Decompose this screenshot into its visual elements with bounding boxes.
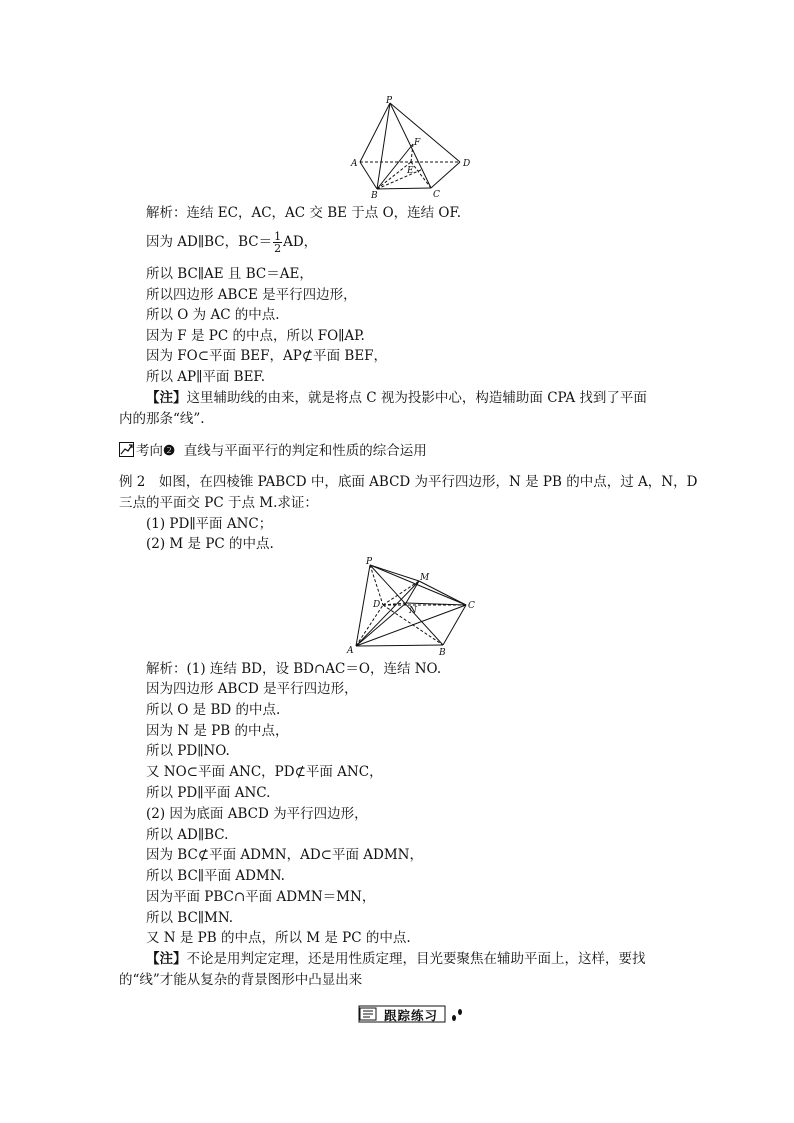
solution2-line13: 所以 BC∥MN.: [146, 910, 234, 926]
label-C: C: [468, 601, 475, 611]
example2-line1: 例 2 如图，在四棱锥 PABCD 中，底面 ABCD 为平行四边形，N 是 PB 的中点，过 A，N，D: [119, 474, 698, 490]
example2-q1: (1) PD∥平面 ANC；: [146, 516, 273, 532]
solution2-line3: 所以 O 是 BD 的中点.: [146, 702, 281, 718]
solution2-line8: (2) 因为底面 ABCD 为平行四边形，: [146, 806, 368, 822]
label-B: B: [371, 191, 378, 200]
solution1-line3: 所以 BC∥AE 且 BC＝AE，: [146, 266, 313, 282]
trend-arrow-icon: [119, 442, 134, 457]
section-heading: 考向❷ 直线与平面平行的判定和性质的综合运用: [119, 442, 427, 460]
solution1-note-line1: 【注】这里辅助线的由来，就是将点 C 视为投影中心，构造辅助面 CPA 找到了平面: [146, 390, 647, 406]
label-D: D: [373, 600, 381, 610]
solution2-line6: 又 NO⊂平面 ANC，PD⊄平面 ANC，: [146, 764, 383, 780]
label-B: B: [439, 648, 446, 658]
solution2-line10: 因为 BC⊄平面 ADMN，AD⊂平面 ADMN，: [146, 847, 423, 863]
solution2-line14: 又 N 是 PB 的中点，所以 M 是 PC 的中点.: [146, 930, 411, 946]
label-M: M: [420, 573, 430, 583]
label-P: P: [386, 96, 393, 106]
label-E: E: [407, 166, 414, 176]
solution2-note-line1: 【注】不论是用判定定理，还是用性质定理，目光要聚焦在辅助平面上，这样，要找: [146, 951, 646, 967]
badge-label: 跟踪练习: [384, 1008, 439, 1023]
solution1-line5: 所以 O 为 AC 的中点.: [146, 307, 280, 323]
solution2-line5: 所以 PD∥NO.: [146, 743, 230, 759]
solution1-line6: 因为 F 是 PC 的中点，所以 FO∥AP.: [146, 328, 365, 344]
figure-pyramid-2: [343, 553, 483, 658]
label-A: A: [347, 646, 354, 656]
solution2-line2: 因为四边形 ABCD 是平行四边形，: [146, 681, 358, 697]
solution1-note-line2: 内的那条“线”.: [119, 411, 205, 427]
figure-pyramid-1: [345, 95, 475, 200]
solution1-line1: 解析：连结 EC，AC，AC 交 BE 于点 O，连结 OF.: [146, 205, 462, 221]
section-title: 直线与平面平行的判定和性质的综合运用: [183, 443, 427, 459]
solution2-line1: 解析：(1) 连结 BD，设 BD∩AC＝O，连结 NO.: [146, 661, 442, 677]
label-D: D: [463, 159, 471, 169]
label-C: C: [433, 190, 440, 200]
solution2-line7: 所以 PD∥平面 ANC.: [146, 785, 271, 801]
solution2-line11: 所以 BC∥平面 ADMN.: [146, 868, 285, 884]
example2-q2: (2) M 是 PC 的中点.: [146, 536, 274, 552]
solution1-line7: 因为 FO⊂平面 BEF，AP⊄平面 BEF，: [146, 348, 388, 364]
note-tag: 【注】: [146, 951, 187, 967]
solution2-line12: 因为平面 PBC∩平面 ADMN＝MN，: [146, 889, 376, 905]
follow-up-practice-badge: [357, 1003, 465, 1025]
solution1-line4: 所以四边形 ABCE 是平行四边形，: [146, 287, 357, 303]
solution1-line8: 所以 AP∥平面 BEF.: [146, 369, 265, 385]
solution2-line9: 所以 AD∥BC.: [146, 827, 229, 843]
note-tag: 【注】: [146, 390, 187, 406]
fraction-half: $\frac{1}{2}$: [274, 230, 282, 255]
example2-line2: 三点的平面交 PC 于点 M.求证：: [119, 495, 318, 511]
label-P: P: [366, 557, 373, 567]
solution2-line4: 因为 N 是 PB 的中点，: [146, 723, 289, 739]
pencil-note-icon: [360, 1008, 376, 1020]
solution1-line2: 因为 AD∥BC，BC＝ $\frac{1}{2}$ AD，: [146, 230, 318, 255]
label-F: F: [414, 138, 421, 148]
solution2-note-line2: 的“线”才能从复杂的背景图形中凸显出来: [119, 972, 363, 988]
label-A: A: [351, 159, 358, 169]
label-N: N: [409, 606, 417, 616]
